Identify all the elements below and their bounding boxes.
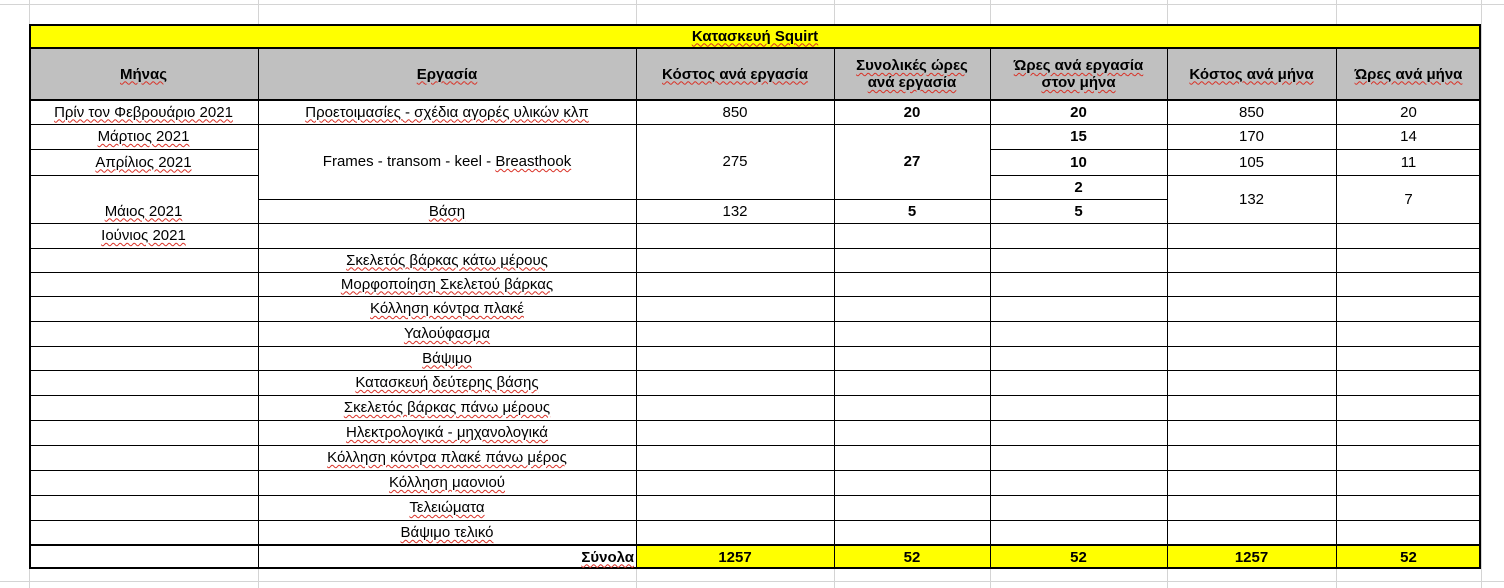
cell-hours-in-month[interactable]: 15 (1070, 128, 1087, 145)
cell-month-may[interactable]: Μάιος 2021 (104, 202, 183, 220)
cell-task-remaining[interactable]: Σκελετός βάρκας πάνω μέρους (343, 399, 551, 416)
cell-month-march[interactable]: Μάρτιος 2021 (97, 128, 190, 145)
cell-month-april[interactable]: Απρίλιος 2021 (95, 153, 192, 171)
cell-task-remaining[interactable]: Σκελετός βάρκας κάτω μέρους (346, 251, 548, 269)
cell-month-before-feb[interactable]: Πρίν τον Φεβρουάριο 2021 (54, 103, 233, 121)
cell-hours-in-month[interactable]: 10 (1070, 153, 1087, 171)
cell-total-hours-prep[interactable]: 20 (903, 103, 921, 121)
cell-task-remaining[interactable]: Υαλούφασμα (403, 325, 491, 342)
header-hours-in-month[interactable]: Ώρες ανά εργασία στον μήνα (1013, 57, 1144, 91)
total-hours-in-month[interactable]: 52 (1070, 548, 1087, 566)
cell-task-frames[interactable] (258, 124, 636, 199)
total-hours-per-task[interactable]: 52 (903, 548, 921, 566)
cell-task-remaining[interactable]: Κόλληση κόντρα πλακέ πάνω μέρος (327, 449, 567, 466)
cell-task-remaining[interactable]: Βάψιμο τελικό (400, 524, 494, 541)
cell-hours-in-month[interactable]: 20 (1070, 103, 1087, 121)
total-cost-per-task[interactable]: 1257 (718, 548, 752, 566)
sheet-title[interactable]: Κατασκευή Squirt (691, 27, 819, 45)
cell-cost-month[interactable]: 850 (1238, 103, 1265, 121)
total-hours-per-month[interactable]: 52 (1400, 548, 1417, 566)
cell-hours-month[interactable]: 20 (1400, 103, 1417, 121)
task-frames-text: Frames - transom - keel - Breasthook (322, 153, 572, 170)
cell-cost-month[interactable]: 170 (1238, 128, 1265, 145)
cell-task-prep[interactable]: Προετοιμασίες - σχέδια αγορές υλικών κλπ (305, 103, 589, 121)
cell-hours-in-month[interactable]: 2 (1074, 178, 1083, 196)
header-task[interactable]: Εργασία (416, 65, 478, 83)
cell-task-remaining[interactable]: Κόλληση κόντρα πλακέ (370, 300, 524, 317)
cell-hours-month[interactable]: 11 (1400, 153, 1417, 171)
cell-hours-month[interactable]: 14 (1400, 128, 1417, 145)
cell-month-june[interactable]: Ιούνιος 2021 (101, 227, 186, 244)
cell-cost-frames[interactable]: 275 (722, 153, 748, 170)
cell-task-remaining[interactable]: Βάψιμο (422, 349, 472, 367)
cell-hours-in-month[interactable]: 5 (1074, 202, 1083, 220)
cell-hours-month[interactable]: 7 (1404, 190, 1413, 208)
cell-cost-month[interactable]: 132 (1238, 190, 1265, 208)
cell-task-remaining[interactable]: Κόλληση μαονιού (388, 474, 506, 491)
totals-label[interactable]: Σύνολα (581, 548, 634, 566)
cell-task-remaining[interactable]: Κατασκευή δεύτερης βάσης (355, 374, 539, 391)
header-cost-per-task[interactable]: Κόστος ανά εργασία (662, 65, 808, 83)
cell-total-hours-frames[interactable]: 27 (903, 153, 921, 170)
cell-total-hours-base[interactable]: 5 (907, 202, 917, 220)
cell-task-remaining[interactable]: Μορφοποίηση Σκελετού βάρκας (340, 275, 554, 293)
cell-task-base[interactable]: Βάση (428, 202, 466, 220)
header-month[interactable]: Μήνας (119, 65, 168, 83)
total-cost-per-month[interactable]: 1257 (1234, 548, 1269, 566)
cell-cost-month[interactable]: 105 (1238, 153, 1265, 171)
header-total-hours[interactable]: Συνολικές ώρες ανά εργασία (856, 57, 968, 91)
cell-cost-prep[interactable]: 850 (722, 103, 748, 121)
cell-cost-base[interactable]: 132 (722, 202, 748, 220)
header-cost-per-month[interactable]: Κόστος ανά μήνα (1189, 65, 1314, 83)
cell-task-remaining[interactable]: Ηλεκτρολογικά - μηχανολογικά (346, 424, 548, 441)
cell-task-remaining[interactable]: Τελειώματα (409, 499, 485, 516)
header-hours-per-month[interactable]: Ώρες ανά μήνα (1354, 65, 1463, 83)
